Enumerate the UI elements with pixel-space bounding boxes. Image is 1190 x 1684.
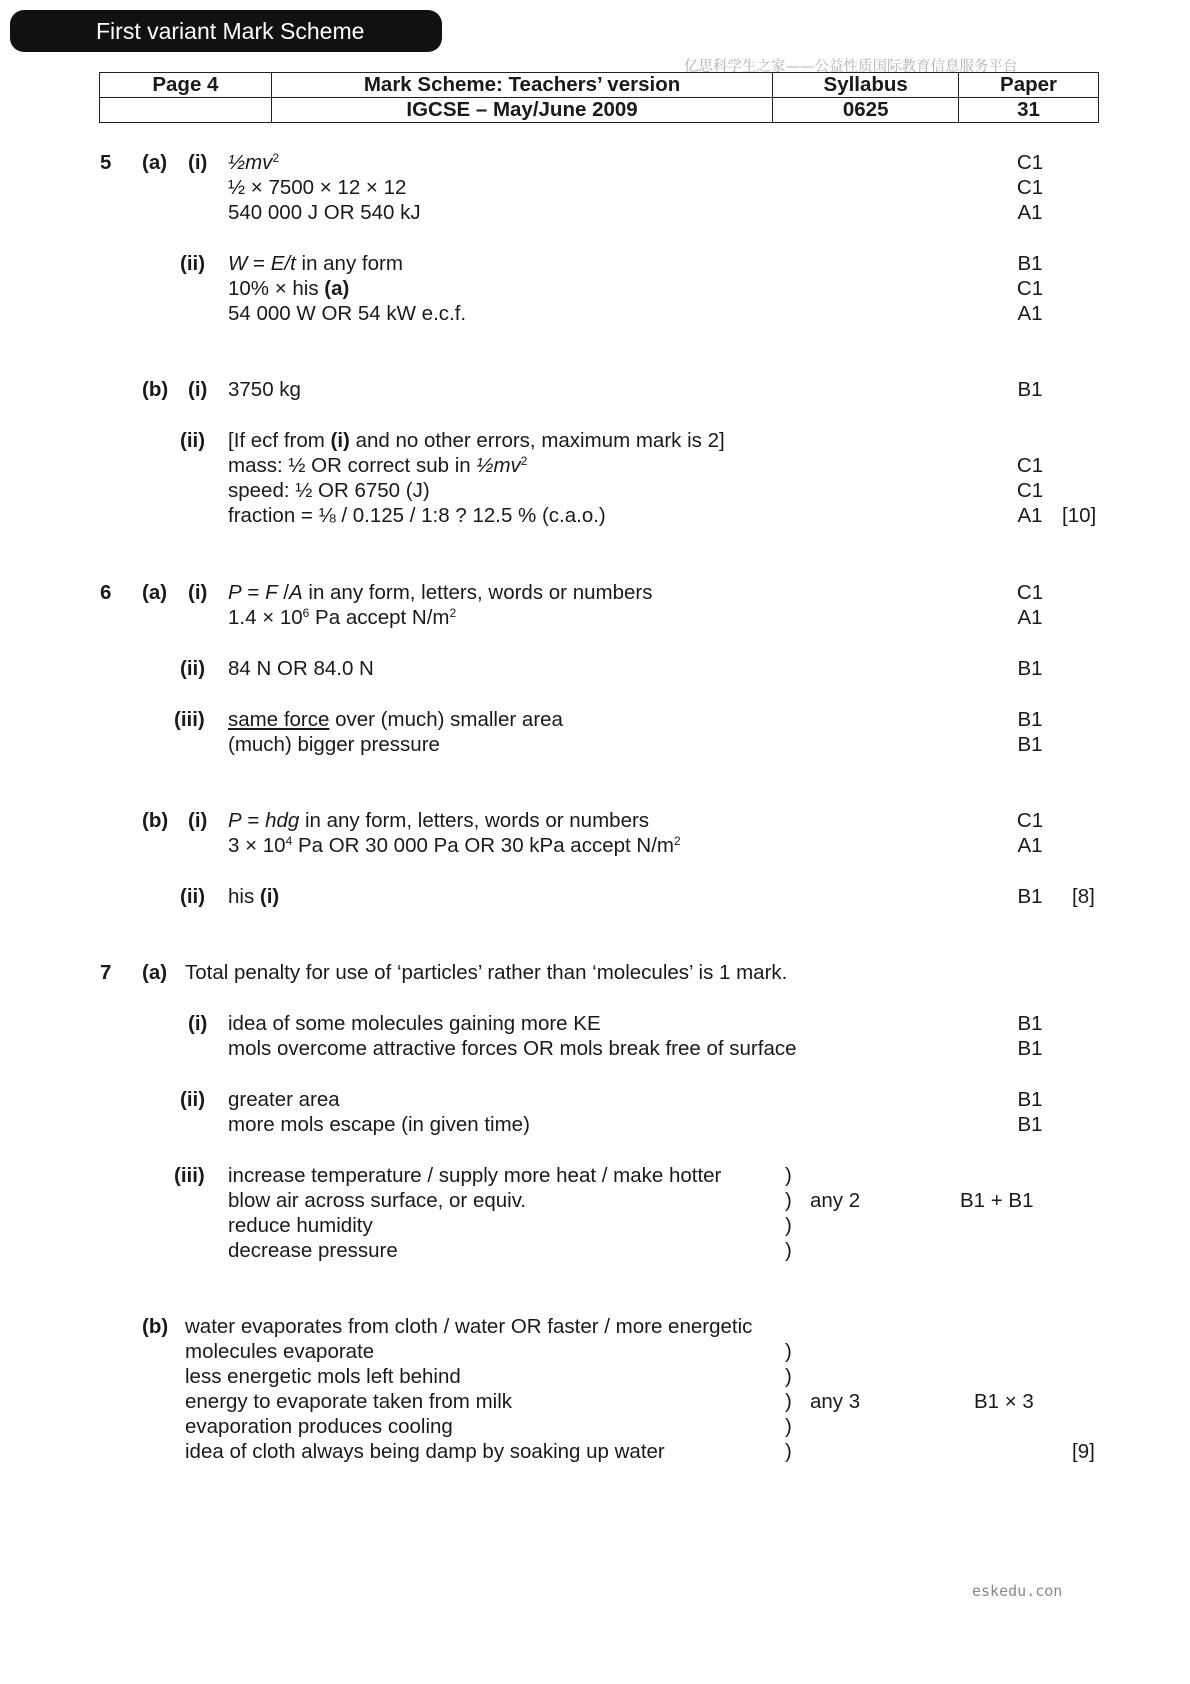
answer-line: 84 N OR 84.0 N xyxy=(228,657,374,680)
answer-line: energy to evaporate taken from milk xyxy=(185,1390,513,1413)
mark: B1 xyxy=(1017,733,1043,756)
answer-line: 540 000 J OR 540 kJ xyxy=(228,201,421,224)
answer-line: (much) bigger pressure xyxy=(228,733,440,756)
question-total: [9] xyxy=(1072,1440,1095,1463)
answer-line xyxy=(228,884,279,910)
text-span: his xyxy=(228,885,260,908)
answer-line xyxy=(228,808,649,834)
formula-text: ½mv xyxy=(476,454,521,477)
mark: C1 xyxy=(1016,176,1044,199)
watermark: 亿思科学生之家——公益性质国际教育信息服务平台 xyxy=(684,59,1018,75)
text-span: Pa accept N/m xyxy=(309,606,450,629)
answer-line xyxy=(228,833,681,859)
mark: A1 xyxy=(1017,606,1043,629)
text-span: in any form, letters, words or numbers xyxy=(302,581,653,604)
mark: A1 xyxy=(1017,302,1043,325)
text-span: 3 × 10 xyxy=(228,834,286,857)
mark: A1 xyxy=(1017,834,1043,857)
header-paper: 31 xyxy=(959,98,1099,123)
mark: B1 xyxy=(1017,1012,1043,1035)
bracket: ) xyxy=(785,1239,792,1262)
header-syllabus: 0625 xyxy=(773,98,959,123)
subpart-label: (ii) xyxy=(180,657,206,680)
answer-line: Total penalty for use of ‘particles’ rather than ‘molecules’ is 1 mark. xyxy=(185,961,788,984)
text-span: P xyxy=(228,809,242,832)
answer-line: molecules evaporate xyxy=(185,1340,375,1363)
text-span: in any form, letters, words or numbers xyxy=(299,809,650,832)
text-span: F xyxy=(265,581,278,604)
text-span: (i) xyxy=(259,885,280,908)
part-label: (b) xyxy=(142,1315,169,1338)
answer-line: blow air across surface, or equiv. xyxy=(228,1189,527,1212)
answer-line: idea of some molecules gaining more KE xyxy=(228,1012,601,1035)
header-page: Page 4 xyxy=(100,73,272,98)
mark: A1 xyxy=(1017,504,1043,527)
text-span: / xyxy=(277,581,289,604)
text-span: same force xyxy=(228,708,330,731)
mark: B1 xyxy=(1017,1037,1043,1060)
subpart-label: (ii) xyxy=(180,252,206,275)
answer-line xyxy=(228,580,652,606)
bracket: ) xyxy=(785,1340,792,1363)
answer-line xyxy=(228,428,725,454)
part-label: (a) xyxy=(142,961,168,984)
subpart-label: (i) xyxy=(188,809,208,832)
text-span: Pa OR 30 000 Pa OR 30 kPa accept N/m xyxy=(292,834,674,857)
answer-line: more mols escape (in given time) xyxy=(228,1113,530,1136)
question-number: 5 xyxy=(100,151,112,174)
answer-line xyxy=(228,276,349,302)
subpart-label: (iii) xyxy=(174,1164,205,1187)
answer-line xyxy=(228,605,456,631)
bracket: ) xyxy=(785,1440,792,1463)
subpart-label: (ii) xyxy=(180,1088,206,1111)
answer-line xyxy=(228,251,403,277)
header-empty xyxy=(100,98,272,123)
text-span: = xyxy=(241,809,266,832)
any-count: any 2 xyxy=(810,1189,861,1212)
text-span: (a) xyxy=(324,277,350,300)
part-label: (b) xyxy=(142,809,169,832)
bracket: ) xyxy=(785,1415,792,1438)
question-total: [10] xyxy=(1062,504,1097,527)
text-span: [If ecf from xyxy=(228,429,331,452)
answer-line: speed: ½ OR 6750 (J) xyxy=(228,479,430,502)
mark: B1 xyxy=(1017,1088,1043,1111)
bracket: ) xyxy=(785,1365,792,1388)
mark: B1 xyxy=(1017,378,1043,401)
question-total: [8] xyxy=(1072,885,1095,908)
answer-line: 3750 kg xyxy=(228,378,301,401)
subpart-label: (i) xyxy=(188,1012,208,1035)
mark: C1 xyxy=(1016,581,1044,604)
answer-line: reduce humidity xyxy=(228,1214,373,1237)
bracket: ) xyxy=(785,1164,792,1187)
subpart-label: (iii) xyxy=(174,708,205,731)
subpart-label: (i) xyxy=(188,151,208,174)
superscript: 2 xyxy=(449,606,457,620)
answer-line: idea of cloth always being damp by soaking up water xyxy=(185,1440,665,1463)
text-span: 1.4 × 10 xyxy=(228,606,303,629)
mark: B1 xyxy=(1017,708,1043,731)
answer-line: increase temperature / supply more heat / make hotter xyxy=(228,1164,722,1187)
answer-line: water evaporates from cloth / water OR faster / more energetic xyxy=(185,1315,753,1338)
answer-line: fraction = ⅛ / 0.125 / 1:8 ? 12.5 % (c.a.o.) xyxy=(228,504,606,527)
answer-line: evaporation produces cooling xyxy=(185,1415,453,1438)
text-span: hdg xyxy=(265,809,300,832)
part-label: (a) xyxy=(142,581,168,604)
mark: B1 xyxy=(1017,1113,1043,1136)
mark: C1 xyxy=(1016,151,1044,174)
mark: B1 xyxy=(1017,657,1043,680)
header-paper-label: Paper xyxy=(959,73,1099,98)
subpart-label: (ii) xyxy=(180,429,206,452)
text-span: (i) xyxy=(330,429,350,452)
mark: B1 × 3 xyxy=(974,1390,1034,1413)
subpart-label: (ii) xyxy=(180,885,206,908)
question-number: 6 xyxy=(100,581,112,604)
text-span: mass: ½ OR correct sub in xyxy=(228,454,477,477)
part-label: (a) xyxy=(142,151,168,174)
subpart-label: (i) xyxy=(188,378,208,401)
superscript: 4 xyxy=(285,834,293,848)
footer-domain: eskedu.con xyxy=(972,1582,1063,1600)
header-title: Mark Scheme: Teachers’ version xyxy=(271,73,772,98)
answer-line xyxy=(228,453,527,479)
superscript: 2 xyxy=(673,834,681,848)
text-span: P xyxy=(228,581,242,604)
text-span: A xyxy=(289,581,303,604)
mark: A1 xyxy=(1017,201,1043,224)
superscript: 6 xyxy=(302,606,310,620)
answer-line: mols overcome attractive forces OR mols break free of surface xyxy=(228,1037,797,1060)
answer-line: greater area xyxy=(228,1088,340,1111)
mark: B1 xyxy=(1017,252,1043,275)
answer-line xyxy=(228,707,563,733)
text-span: = xyxy=(247,252,271,275)
mark: B1 xyxy=(1017,885,1043,908)
answer-line xyxy=(228,150,279,176)
bracket: ) xyxy=(785,1189,792,1212)
part-label: (b) xyxy=(142,378,169,401)
subpart-label: (i) xyxy=(188,581,208,604)
mark: C1 xyxy=(1016,454,1044,477)
text-span: in any form xyxy=(295,252,403,275)
answer-line: decrease pressure xyxy=(228,1239,398,1262)
text-span: W xyxy=(228,252,248,275)
any-count: any 3 xyxy=(810,1390,861,1413)
header-syllabus-label: Syllabus xyxy=(773,73,959,98)
header-exam: IGCSE – May/June 2009 xyxy=(271,98,772,123)
question-number: 7 xyxy=(100,961,112,984)
superscript: 2 xyxy=(520,454,528,468)
text-span: over (much) smaller area xyxy=(329,708,563,731)
mark: B1 + B1 xyxy=(960,1189,1034,1212)
superscript: 2 xyxy=(272,151,280,165)
variant-banner: First variant Mark Scheme xyxy=(10,10,442,52)
header-table xyxy=(99,72,1099,123)
answer-line: less energetic mols left behind xyxy=(185,1365,461,1388)
bracket: ) xyxy=(785,1214,792,1237)
text-span: E/t xyxy=(270,252,296,275)
mark: C1 xyxy=(1016,479,1044,502)
text-span: 10% × his xyxy=(228,277,325,300)
answer-line: 54 000 W OR 54 kW e.c.f. xyxy=(228,302,467,325)
text-span: and no other errors, maximum mark is 2] xyxy=(349,429,725,452)
formula-text: ½mv xyxy=(228,151,273,174)
bracket: ) xyxy=(785,1390,792,1413)
mark: C1 xyxy=(1016,277,1044,300)
mark: C1 xyxy=(1016,809,1044,832)
answer-line: ½ × 7500 × 12 × 12 xyxy=(228,176,407,199)
text-span: = xyxy=(241,581,266,604)
